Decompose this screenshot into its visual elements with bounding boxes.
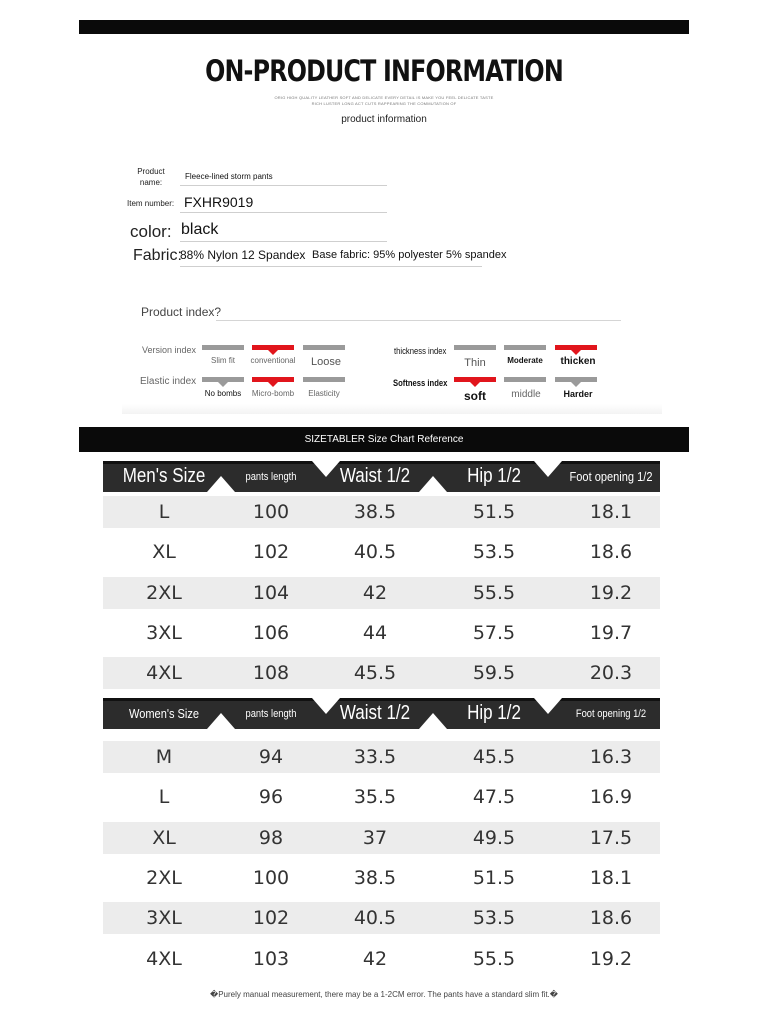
fabric-label: Fabric: [133, 247, 182, 264]
table-cell: 42 [362, 947, 388, 970]
table-row [103, 613, 660, 653]
size-chart-title-bar: SIZETABLER Size Chart Reference [79, 427, 689, 452]
softness-harder-bar [555, 377, 597, 382]
header-notch [419, 698, 447, 729]
header-cell: pants length [245, 470, 297, 483]
tagline-line-2: RICH LUSTER LONG ACT CUTS RAPPEARING THE COMMUTATION OF [311, 101, 457, 106]
tagline-line-1: ORIG HIGH QUALITY LEATHER SOFT AND DELICATE EVERY DETAIL IS MAKE YOU FEEL DELICATE TASTE [274, 95, 494, 100]
thickness-option-moderate: Moderate [507, 356, 543, 365]
color-label: color: [130, 222, 172, 241]
table-row [103, 818, 660, 858]
table-cell: 47.5 [472, 786, 516, 809]
header-cell: Foot opening 1/2 [569, 469, 653, 484]
softness-index-label: Softness index [393, 378, 448, 388]
table-cell: 2XL [146, 581, 182, 604]
elastic-option-no-bombs: No bombs [204, 389, 242, 398]
table-row [103, 492, 660, 532]
header-cell: Men's Size [122, 465, 206, 487]
thickness-index-label: thickness index [394, 346, 447, 356]
table-cell: 55.5 [472, 947, 516, 970]
mens-size-table [103, 461, 660, 693]
softness-option-soft: soft [464, 389, 486, 403]
table-cell: L [158, 786, 170, 809]
table-cell: 16.3 [589, 746, 633, 769]
table-cell: 19.2 [589, 581, 633, 604]
table-cell: 55.5 [472, 581, 516, 604]
page-title: ON-PRODUCT INFORMATION [205, 54, 563, 88]
softness-middle-bar [504, 377, 546, 382]
product-name-value: Fleece-lined storm pants [185, 172, 273, 181]
table-cell: 37 [362, 826, 388, 849]
table-row [103, 653, 660, 693]
table-cell: 18.6 [589, 907, 633, 930]
thickness-option-thicken: thicken [560, 356, 596, 367]
table-cell: 19.2 [589, 947, 633, 970]
page-subtitle: product information [341, 114, 427, 125]
color-value: black [181, 221, 219, 238]
product-name-underline [180, 185, 387, 186]
product-index-underline [216, 320, 621, 321]
table-cell: 42 [362, 581, 388, 604]
thickness-thin-bar [454, 345, 496, 350]
version-conventional-bar-selected [252, 345, 294, 350]
item-number-value: FXHR9019 [184, 194, 254, 210]
table-cell: 38.5 [353, 501, 397, 524]
table-row [103, 777, 660, 817]
index-fade-divider [122, 404, 662, 414]
table-cell: 59.5 [472, 662, 516, 685]
base-fabric-value: Base fabric: 95% polyester 5% spandex [312, 249, 507, 261]
top-black-bar [79, 20, 689, 34]
elastic-micro-bomb-bar-selected [252, 377, 294, 382]
table-cell: 19.7 [589, 622, 633, 645]
table-cell: L [158, 501, 170, 524]
table-cell: 40.5 [353, 907, 397, 930]
table-cell: 102 [252, 541, 290, 564]
table-cell: 96 [258, 786, 284, 809]
table-cell: 49.5 [472, 826, 516, 849]
item-number-label: Item number: [127, 199, 175, 208]
header-cell: Waist 1/2 [339, 465, 411, 487]
header-cell: Women's Size [128, 706, 200, 721]
product-index-title: Product index? [141, 305, 222, 319]
table-cell: 57.5 [472, 622, 516, 645]
table-cell: 4XL [146, 947, 182, 970]
table-cell: 38.5 [353, 867, 397, 890]
table-cell: 33.5 [353, 746, 397, 769]
elastic-option-elasticity: Elasticity [308, 389, 340, 398]
version-slim-fit-bar [202, 345, 244, 350]
table-cell: 104 [252, 581, 290, 604]
table-row [103, 938, 660, 978]
elastic-index-label: Elastic index [140, 376, 197, 387]
table-cell: 18.6 [589, 541, 633, 564]
mens-table-header [103, 461, 660, 492]
softness-option-harder: Harder [563, 389, 593, 399]
table-cell: 53.5 [472, 907, 516, 930]
table-cell: 100 [252, 501, 290, 524]
color-underline [180, 241, 387, 242]
table-cell: XL [152, 541, 176, 564]
header-cell: Hip 1/2 [467, 702, 521, 724]
table-cell: 20.3 [589, 662, 633, 685]
table-cell: 18.1 [589, 867, 633, 890]
item-number-underline [180, 212, 387, 213]
table-cell: 17.5 [589, 826, 633, 849]
elastic-no-bombs-bar [202, 377, 244, 382]
table-cell: 4XL [146, 662, 182, 685]
table-cell: 44 [362, 622, 388, 645]
fabric-underline [180, 266, 482, 267]
table-cell: 98 [258, 826, 284, 849]
thickness-moderate-bar [504, 345, 546, 350]
table-cell: 16.9 [589, 786, 633, 809]
header-notch [534, 461, 562, 492]
header-notch [534, 698, 562, 729]
table-cell: 18.1 [589, 501, 633, 524]
table-cell: 2XL [146, 867, 182, 890]
measurement-footnote: �Purely manual measurement, there may be a 1-2CM error. The pants have a standard slim fit.� [210, 990, 558, 999]
elastic-option-micro-bomb: Micro-bomb [251, 389, 295, 398]
product-name-label: Product name: [137, 167, 165, 187]
table-row [103, 532, 660, 572]
fabric-value: 88% Nylon 12 Spandex [180, 248, 306, 262]
version-option-conventional: conventional [250, 356, 296, 365]
elastic-elasticity-bar [303, 377, 345, 382]
table-cell: 51.5 [472, 501, 516, 524]
womens-table-header [103, 698, 660, 729]
table-cell: 3XL [146, 622, 182, 645]
table-cell: 35.5 [353, 786, 397, 809]
table-cell: 94 [258, 746, 284, 769]
table-cell: 40.5 [353, 541, 397, 564]
version-option-slim-fit: Slim fit [211, 356, 235, 365]
table-cell: 45.5 [472, 746, 516, 769]
table-row [103, 573, 660, 613]
softness-option-middle: middle [511, 389, 541, 400]
table-cell: XL [152, 826, 176, 849]
thickness-option-thin: Thin [464, 357, 486, 369]
womens-size-table [103, 698, 660, 979]
table-row [103, 737, 660, 777]
softness-soft-bar-selected [454, 377, 496, 382]
header-cell: Hip 1/2 [467, 465, 521, 487]
table-cell: 106 [252, 622, 290, 645]
version-loose-bar [303, 345, 345, 350]
table-cell: 45.5 [353, 662, 397, 685]
header-cell: Waist 1/2 [339, 702, 411, 724]
table-cell: 100 [252, 867, 290, 890]
version-option-loose: Loose [311, 356, 341, 368]
table-cell: 3XL [146, 907, 182, 930]
table-row [103, 858, 660, 898]
header-notch [419, 461, 447, 492]
table-cell: 51.5 [472, 867, 516, 890]
version-index-label: Version index [142, 345, 197, 355]
table-cell: 108 [252, 662, 290, 685]
table-cell: 53.5 [472, 541, 516, 564]
table-row [103, 898, 660, 938]
thickness-thicken-bar-selected [555, 345, 597, 350]
header-cell: Foot opening 1/2 [575, 707, 647, 720]
table-cell: 102 [252, 907, 290, 930]
table-cell: M [155, 746, 173, 769]
table-cell: 103 [252, 947, 290, 970]
header-cell: pants length [245, 707, 297, 720]
